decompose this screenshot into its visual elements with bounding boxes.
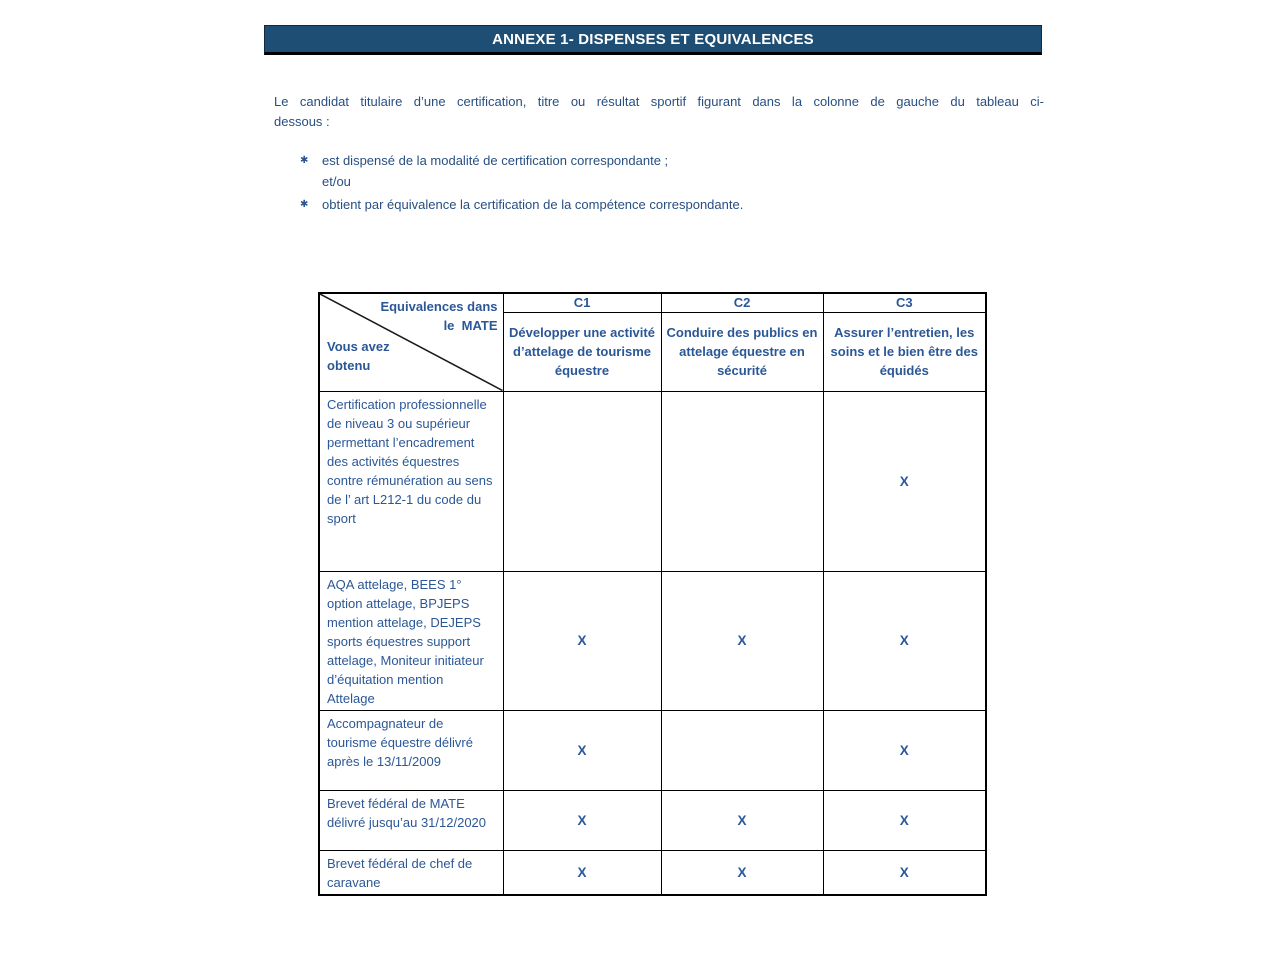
table-row	[319, 571, 986, 710]
bullet-item-2	[300, 194, 920, 215]
column-header-c2-code: C2	[661, 293, 823, 312]
corner-top-line-2: le MATE	[443, 318, 498, 333]
row-label: Brevet fédéral de chef de caravane	[319, 850, 503, 895]
row-c3-mark: X	[823, 391, 986, 571]
header-row-codes	[319, 293, 986, 312]
corner-header-top-label	[380, 297, 497, 335]
equivalence-table-container	[318, 292, 987, 896]
asterisk-bullet-icon: ✱	[300, 155, 309, 166]
bullet-item-2-text: obtient par équivalence la certification de la compétence correspondante.	[322, 197, 744, 212]
row-c1-mark	[503, 391, 661, 571]
column-header-c1-label: Développer une activité d’attelage de tourisme équestre	[503, 312, 661, 391]
column-header-c1-code: C1	[503, 293, 661, 312]
row-c3-mark: X	[823, 790, 986, 850]
intro-line-1: Le candidat titulaire d’une certification, titre ou résultat sportif figurant dans la colonne de gauche du tableau ci-	[274, 94, 1044, 109]
corner-top-line-1: Equivalences dans	[380, 299, 498, 314]
column-header-c3-code: C3	[823, 293, 986, 312]
row-label: AQA attelage, BEES 1° option attelage, BPJEPS mention attelage, DEJEPS sports équestres support attelage, Moniteur initiateur d’équitation mention Attelage	[319, 571, 503, 710]
corner-header-cell	[319, 293, 503, 391]
row-label: Accompagnateur de tourisme équestre délivré après le 13/11/2009	[319, 710, 503, 790]
bullet-list	[300, 150, 920, 215]
row-c2-mark: X	[661, 571, 823, 710]
row-label: Certification professionnelle de niveau 3 ou supérieur permettant l’encadrement des activités équestres contre rémunération au sens de l’ art L212-1 du code du sport	[319, 391, 503, 571]
intro-line-2: dessous :	[274, 114, 330, 129]
bullet-item-1-text: est dispensé de la modalité de certification correspondante ;	[322, 153, 669, 168]
row-c2-mark	[661, 391, 823, 571]
row-c3-mark: X	[823, 710, 986, 790]
table-row	[319, 391, 986, 571]
bullet-connector-text: et/ou	[322, 174, 351, 189]
row-c3-mark: X	[823, 571, 986, 710]
row-c1-mark: X	[503, 850, 661, 895]
row-c1-mark: X	[503, 571, 661, 710]
row-c2-mark: X	[661, 850, 823, 895]
equivalence-table	[318, 292, 987, 896]
column-header-c3-label: Assurer l’entretien, les soins et le bien être des équidés	[823, 312, 986, 391]
annex-title-banner	[264, 25, 1042, 55]
row-c2-mark: X	[661, 790, 823, 850]
row-c1-mark: X	[503, 710, 661, 790]
asterisk-bullet-icon: ✱	[300, 199, 309, 210]
table-row	[319, 710, 986, 790]
row-label: Brevet fédéral de MATE délivré jusqu’au 31/12/2020	[319, 790, 503, 850]
row-c2-mark	[661, 710, 823, 790]
row-c1-mark: X	[503, 790, 661, 850]
table-row	[319, 850, 986, 895]
row-c3-mark: X	[823, 850, 986, 895]
intro-paragraph	[274, 92, 1044, 132]
bullet-item-1	[300, 150, 920, 171]
page-title: ANNEXE 1- DISPENSES ET EQUIVALENCES	[492, 30, 814, 48]
column-header-c2-label: Conduire des publics en attelage équestre en sécurité	[661, 312, 823, 391]
corner-header-bottom-label: Vous avez obtenu	[327, 339, 390, 373]
table-row	[319, 790, 986, 850]
